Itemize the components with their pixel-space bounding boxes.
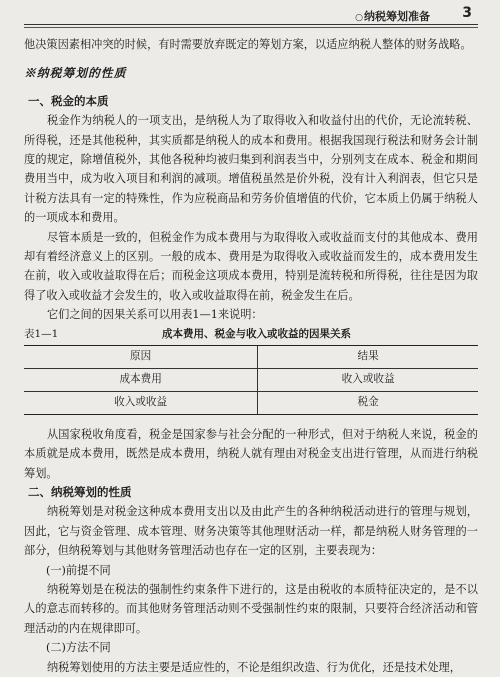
table-cell: 收入或收益	[24, 391, 258, 414]
paragraph: 纳税筹划是在税法的强制性约束条件下进行的，这是由税收的本质特征决定的，是不以人的意志而转移的。而其他财务管理活动则不受强制性约束的限制，只要符合经济活动和管理活动的内在规律即可。	[24, 582, 478, 635]
page-body	[24, 35, 478, 677]
header-rule-thin	[24, 27, 478, 28]
paragraph: 从国家税收角度看，税金是国家参与社会分配的一种形式，但对于纳税人来说，税金的本质就是成本费用，既然是成本费用，纳税人就有理由对税金支出进行管理，从而进行纳税筹划。	[24, 427, 478, 480]
paragraph: 税金作为纳税人的一项支出，是纳税人为了取得收入和收益付出的代价，无论流转税、所得税，还是其他税种，其实质都是纳税人的成本和费用。根据我国现行税法和财务会计制度的规定，除增值税外，其他各税种均被归集到利润表当中，分别列支在成本、税金和期间费用当中，成为收入项目和利润的减项。增值税虽然是价外税，没有计入利润表，但它只是计税方法具有一定的特殊性，作为应税商品和劳务价值增值的代价，它本质上仍属于纳税人的一项成本和费用。	[24, 114, 478, 225]
table-row	[24, 391, 478, 414]
table-header-cell: 原因	[24, 345, 258, 368]
sub-heading-1: (一)前提不同	[46, 563, 111, 577]
table-label: 表1—1	[24, 327, 59, 340]
table-caption	[24, 325, 478, 343]
running-header-title: ○ 纳税筹划准备	[355, 8, 430, 24]
table-cell: 成本费用	[24, 368, 258, 391]
paragraph: 他决策因素相冲突的时候，有时需要放弃既定的筹划方案，以适应纳税人整体的财务战略。	[24, 38, 472, 51]
subsection-heading-1: 一、税金的本质	[28, 93, 109, 108]
table-title: 成本费用、税金与收入或收益的因果关系	[162, 327, 351, 340]
page-number: 3	[462, 5, 472, 21]
section-heading: ※纳税筹划的性质	[24, 66, 127, 81]
paragraph: 纳税筹划是对税金这种成本费用支出以及由此产生的各种纳税活动进行的管理与规划，因此，它与资金管理、成本管理、财务决策等其他理财活动一样，都是纳税人财务管理的一部分，但纳税筹划与其他财务管理活动也存在一定的区别，主要表现为：	[24, 505, 478, 558]
table-row	[24, 368, 478, 391]
paragraph: 纳税筹划使用的方法主要是适应性的，不论是组织改造、行为优化，还是技术处理，	[46, 660, 461, 674]
running-header	[0, 0, 500, 28]
table-header-row	[24, 345, 478, 368]
sub-heading-2: (二)方法不同	[46, 641, 111, 655]
header-rule	[24, 24, 478, 25]
paragraph: 尽管本质是一致的，但税金作为成本费用与为取得收入或收益而支付的其他成本、费用却有着经济意义上的区别。一般的成本、费用是为取得收入或收益而发生的，成本费用发生在前，收入或收益取得在后；而税金这项成本费用，特别是流转税和所得税，往往是因为取得了收入或收益才会发生的，收入或收益取得在前，税金发生在后。	[24, 230, 478, 302]
table-cell: 税金	[258, 391, 478, 414]
table-cell: 收入或收益	[258, 368, 478, 391]
cause-effect-table	[24, 345, 478, 415]
paragraph: 它们之间的因果关系可以用表1—1来说明：	[46, 308, 263, 322]
subsection-heading-2: 二、纳税筹划的性质	[28, 484, 132, 499]
table-header-cell: 结果	[258, 345, 478, 368]
